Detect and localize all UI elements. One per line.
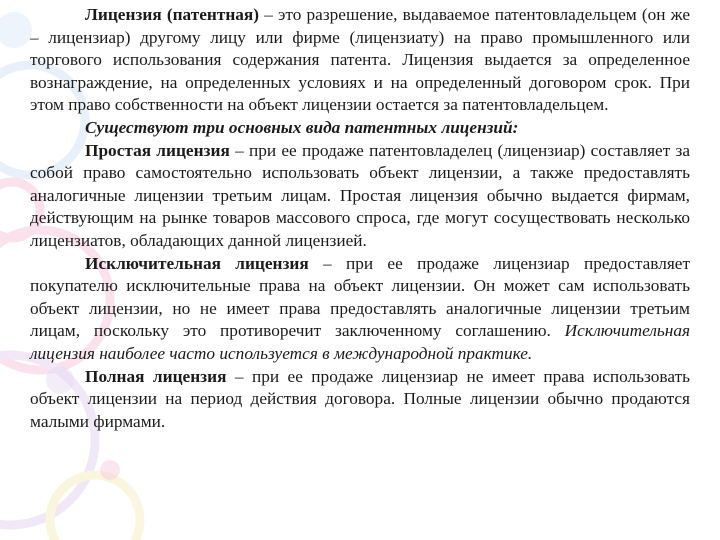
paragraph-full-license [30,366,690,434]
paragraph-license-definition [30,4,690,117]
text-run: – при ее продаже лицензиар предоставляет покупателю исключительные права на объект лицензии. Он может сам использовать объект лицензии, но не имеет права предоставлять аналогичные лицензии третьим лицам, поскольку это противоречит заключенному соглашению. [30,253,690,341]
text-run: – это разрешение, выдаваемое патентовладельцем (он же – лицензиар) другому лицу или фирме (лицензиату) на право промышленного или торгового использования содержания патента. Лицензия выдается за определенное вознаграждение, на определенных условиях и на определенный договором срок. При этом право собственности на объект лицензии остается за патентовладельцем. [30,5,691,115]
text-run: – при ее продаже лицензиар не имеет права использовать объект лицензии на период действия договора. Полные лицензии обычно продаются малыми фирмами. [30,366,691,431]
text-run: Исключительная лицензия [85,253,309,273]
paragraph-simple-license [30,140,690,253]
paragraph-exclusive-license [30,253,690,366]
text-run: Простая лицензия [85,140,230,160]
text-run: Существуют три основных вида патентных лицензий: [85,117,519,137]
text-run: Полная лицензия [85,366,227,386]
paragraph-license-types-heading [30,117,690,140]
text-run: – при ее продаже патентовладелец (лицензиар) составляет за собой право самостоятельно использовать объект лицензии, а также предоставлять аналогичные лицензии третьим лицам. Простая лицензия обычно выдается фирмам, действующим на рынке товаров массового спроса, где могут сосуществовать несколько лицензиатов, обладающих данной лицензией. [30,140,690,250]
text-run: Лицензия (патентная) [85,5,260,24]
text-run: Исключительная лицензия наиболее часто используется в международной практике. [30,321,690,363]
document-body [30,4,690,433]
